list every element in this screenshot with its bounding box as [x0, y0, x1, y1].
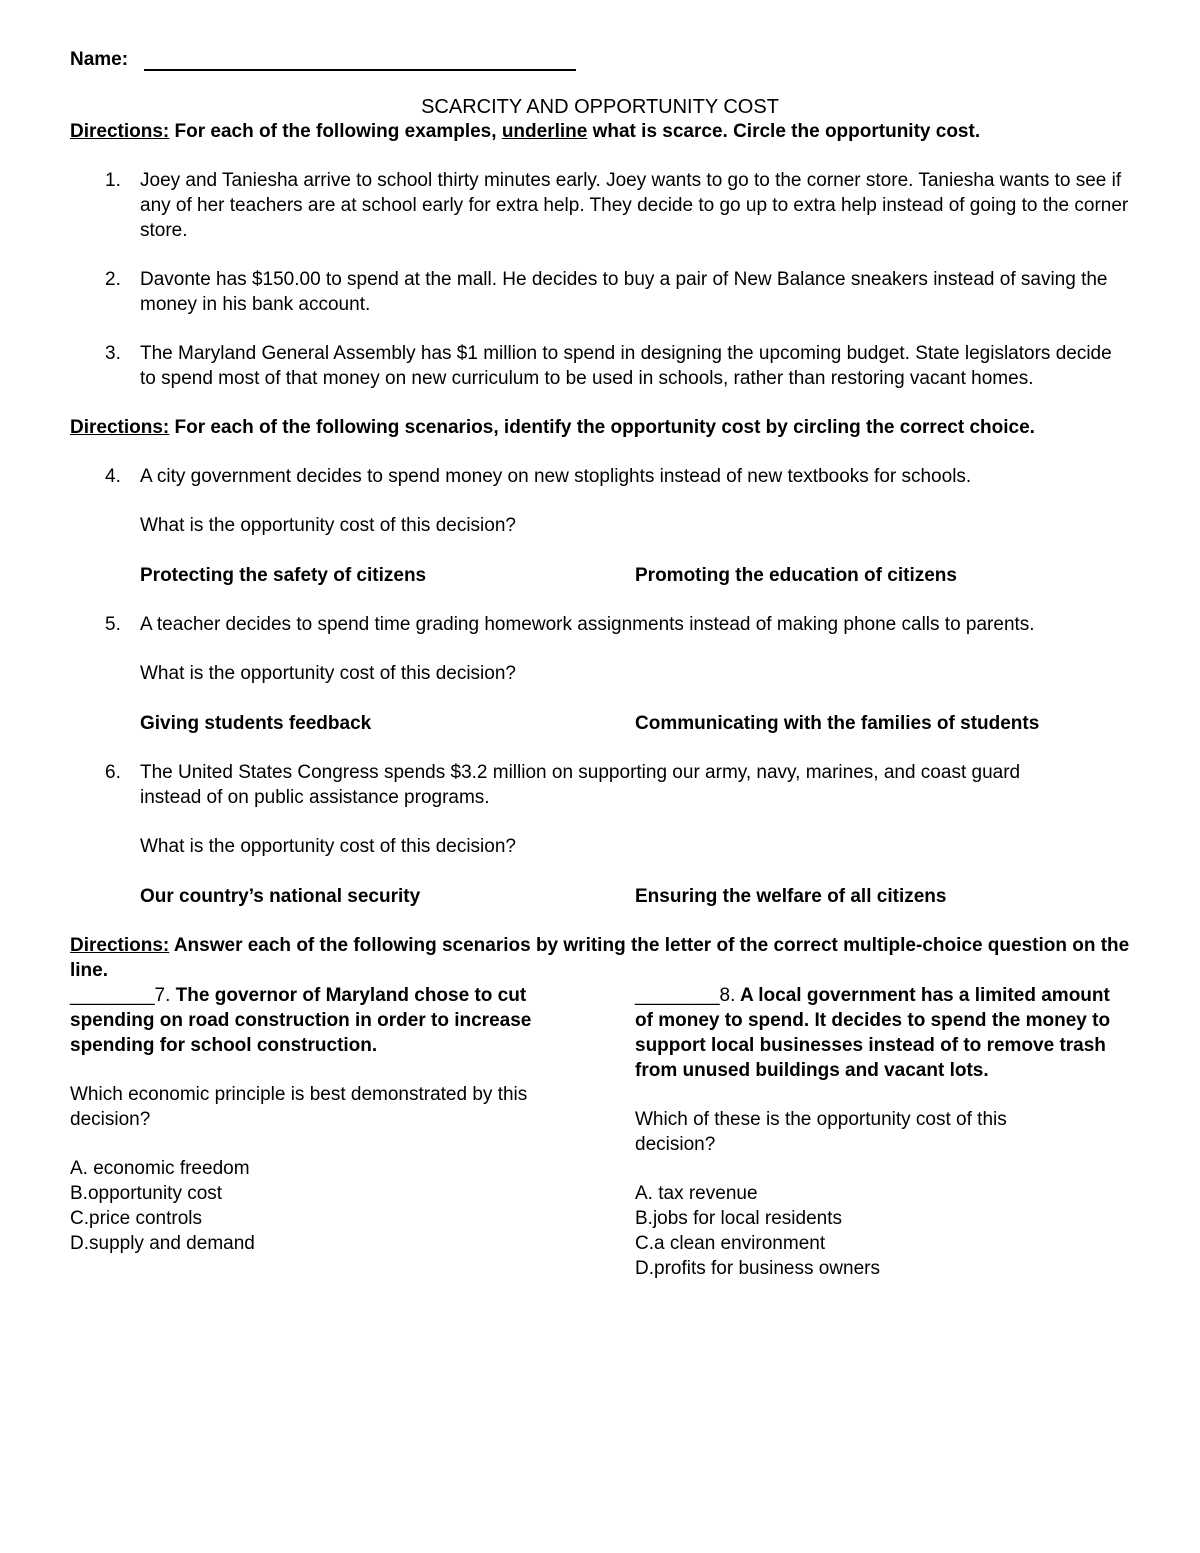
question-number: 2.: [105, 269, 121, 290]
question-8-options: [635, 1181, 1130, 1281]
directions-1: [70, 119, 1130, 144]
directions-text: Answer each of the following scenarios by writing the letter of the correct multiple-choice question on the line.: [70, 935, 1130, 981]
directions-label: Directions:: [70, 121, 170, 142]
directions-text: For each of the following examples,: [169, 121, 502, 142]
question-number: 5.: [105, 614, 121, 635]
directions-2: [70, 415, 1130, 440]
question-text: The Maryland General Assembly has $1 million to spend in designing the upcoming budget. State legislators decide to spend most of that money on new curriculum to be used in schools, rather than restoring vacant homes.: [140, 343, 1112, 389]
question-5: [70, 612, 1130, 637]
choices-5: [140, 711, 1130, 736]
question-number: 3.: [105, 343, 121, 364]
question-text: Joey and Taniesha arrive to school thirty minutes early. Joey wants to go to the corner store. Taniesha wants to see if any of her teachers are at school early for extra help. They decide to go up to extra help instead of going to the corner store.: [140, 170, 1129, 241]
question-7: [70, 983, 635, 1281]
question-8-stem: [635, 983, 1125, 1083]
question-3: [70, 341, 1130, 391]
directions-text: For each of the following scenarios, identify the opportunity cost by circling the correct choice.: [169, 417, 1035, 438]
underline-word: underline: [501, 121, 588, 142]
question-text: A city government decides to spend money on new stoplights instead of new textbooks for schools.: [140, 466, 972, 487]
directions-text: what is scarce. Circle the opportunity cost.: [587, 121, 981, 142]
answer-blank[interactable]: ________7.: [70, 985, 171, 1006]
option-a: A. tax revenue: [635, 1183, 758, 1204]
question-7-prompt: Which economic principle is best demonstrated by this decision?: [70, 1084, 528, 1130]
question-prompt: What is the opportunity cost of this decision?: [140, 663, 516, 684]
choice-b[interactable]: Ensuring the welfare of all citizens: [635, 886, 947, 907]
question-text: The governor of Maryland chose to cut spending on road construction in order to increase spending for school construction.: [70, 985, 532, 1056]
choice-a[interactable]: Giving students feedback: [140, 713, 372, 734]
question-text: Davonte has $150.00 to spend at the mall. He decides to buy a pair of New Balance sneakers instead of saving the money in his bank account.: [140, 269, 1108, 315]
question-7-stem: [70, 983, 545, 1058]
question-1: [70, 168, 1130, 243]
question-2: [70, 267, 1130, 317]
option-c: C.a clean environment: [635, 1233, 826, 1254]
question-prompt: What is the opportunity cost of this decision?: [140, 515, 516, 536]
question-number: 1.: [105, 170, 121, 191]
question-prompt: What is the opportunity cost of this decision?: [140, 836, 516, 857]
option-c: C.price controls: [70, 1208, 202, 1229]
question-number: 6.: [105, 762, 121, 783]
option-d: D.supply and demand: [70, 1233, 255, 1254]
choice-a[interactable]: Protecting the safety of citizens: [140, 565, 427, 586]
option-b: B.jobs for local residents: [635, 1208, 842, 1229]
answer-blank[interactable]: ________8.: [635, 985, 736, 1006]
option-d: D.profits for business owners: [635, 1258, 880, 1279]
question-8-prompt: Which of these is the opportunity cost of this decision?: [635, 1109, 1007, 1155]
name-blank-line[interactable]: [144, 51, 576, 71]
directions-label: Directions:: [70, 417, 170, 438]
question-number: 4.: [105, 466, 121, 487]
question-text: A local government has a limited amount of money to spend. It decides to spend the money to support local businesses instead of to remove trash from unused buildings and vacant lots.: [635, 985, 1111, 1081]
question-text: A teacher decides to spend time grading homework assignments instead of making phone calls to parents.: [140, 614, 1035, 635]
choice-b[interactable]: Promoting the education of citizens: [635, 565, 957, 586]
question-8: [635, 983, 1130, 1281]
worksheet-title: SCARCITY AND OPPORTUNITY COST: [421, 96, 779, 118]
option-a: A. economic freedom: [70, 1158, 250, 1179]
question-4: [70, 464, 1130, 489]
multiple-choice-section: [70, 983, 1130, 1281]
directions-label: Directions:: [70, 935, 170, 956]
directions-3: [70, 933, 1130, 983]
name-label: Name:: [70, 49, 129, 70]
choice-b[interactable]: Communicating with the families of students: [635, 713, 1040, 734]
question-6: [70, 760, 1130, 810]
name-row: [70, 45, 1130, 71]
question-text: The United States Congress spends $3.2 million on supporting our army, navy, marines, and coast guard instead of on public assistance programs.: [140, 762, 1021, 808]
choices-4: [140, 563, 1130, 588]
choice-a[interactable]: Our country’s national security: [140, 886, 421, 907]
choices-6: [140, 884, 1130, 909]
option-b: B.opportunity cost: [70, 1183, 223, 1204]
question-7-options: [70, 1156, 635, 1256]
